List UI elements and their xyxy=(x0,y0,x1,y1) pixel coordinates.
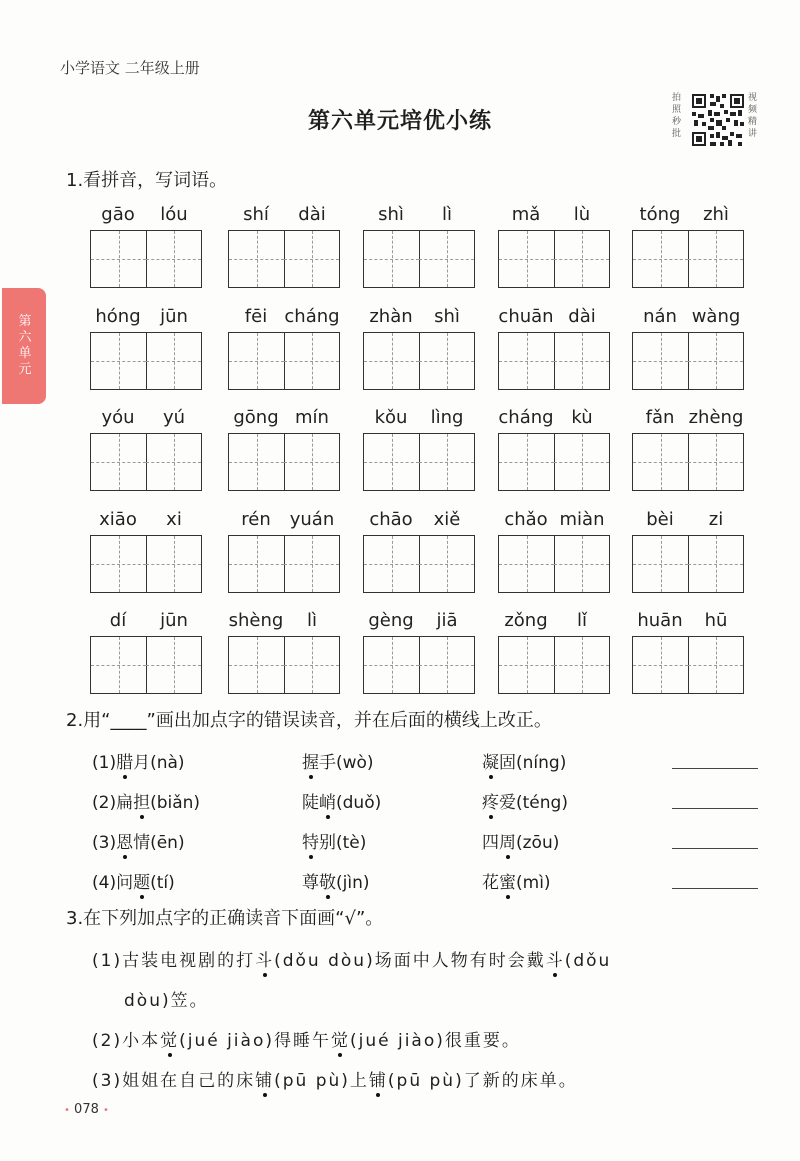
page-number-text: 078 xyxy=(74,1102,99,1117)
writing-cell[interactable] xyxy=(91,333,147,389)
pinyin-syllable: cháng xyxy=(498,407,554,428)
pinyin-syllable: zhàn xyxy=(369,306,413,327)
writing-cell[interactable] xyxy=(499,231,555,287)
dotted-char: 觉 xyxy=(331,1026,350,1051)
pinyin-syllable: xiāo xyxy=(99,509,137,530)
pinyin-syllable: kù xyxy=(571,407,593,428)
answer-blank-line[interactable] xyxy=(672,808,758,809)
dotted-char: 铺 xyxy=(255,1066,274,1091)
writing-cell[interactable] xyxy=(284,536,339,592)
q2-item xyxy=(92,828,185,853)
writing-cell[interactable] xyxy=(91,231,147,287)
writing-cell[interactable] xyxy=(284,434,339,490)
pinyin-label xyxy=(632,608,744,634)
pinyin-label xyxy=(632,507,744,533)
pinyin-syllable: zǒng xyxy=(504,610,548,631)
pinyin-syllable: jiā xyxy=(436,610,458,631)
pinyin-syllable: chāo xyxy=(369,509,413,530)
writing-box-pair xyxy=(498,535,610,593)
writing-cell[interactable] xyxy=(499,637,555,693)
pinyin-syllable: zi xyxy=(708,509,724,530)
q3-text: dòu)笠。 xyxy=(124,991,209,1011)
writing-cell[interactable] xyxy=(146,434,201,490)
pinyin-label xyxy=(363,608,475,634)
q3-text: (3)姐姐在自己的床 xyxy=(92,1071,256,1091)
pinyin-syllable: jūn xyxy=(160,306,188,327)
pinyin-syllable: yú xyxy=(162,407,186,428)
writing-cell[interactable] xyxy=(499,333,555,389)
bullet-icon: • xyxy=(64,1105,70,1116)
q2-item xyxy=(92,868,175,893)
writing-box-pair xyxy=(498,636,610,694)
pinyin-syllable: lù xyxy=(573,204,591,225)
writing-cell[interactable] xyxy=(229,536,285,592)
pinyin-label xyxy=(228,507,340,533)
writing-cell[interactable] xyxy=(364,231,420,287)
q2-item xyxy=(482,788,568,813)
writing-box-pair xyxy=(632,332,744,390)
q3-text: (pū pù)了新的床单。 xyxy=(387,1071,578,1091)
pinyin-label xyxy=(632,304,744,330)
pinyin-syllable: hóng xyxy=(95,306,141,327)
pinyin-syllable: mǎ xyxy=(511,204,541,225)
dotted-char: 题 xyxy=(133,868,150,893)
pinyin-syllable: fǎn xyxy=(645,407,675,428)
pinyin-label xyxy=(90,405,202,431)
dotted-char: 觉 xyxy=(160,1026,179,1051)
pinyin-syllable: lóu xyxy=(160,204,188,225)
answer-blank-line[interactable] xyxy=(672,848,758,849)
q2-text: 花 xyxy=(482,873,499,893)
q3-text: (dǒu xyxy=(564,951,612,971)
q3-text: (2)小本 xyxy=(92,1031,161,1051)
pinyin-syllable: hū xyxy=(704,610,728,631)
qr-block xyxy=(672,92,762,152)
answer-blank-line[interactable] xyxy=(672,768,758,769)
q2-item xyxy=(302,748,374,773)
writing-box-pair xyxy=(363,332,475,390)
pinyin-label xyxy=(363,202,475,228)
q2-item xyxy=(482,868,551,893)
writing-cell[interactable] xyxy=(499,536,555,592)
writing-cell[interactable] xyxy=(229,333,285,389)
pinyin-syllable: xi xyxy=(166,509,182,530)
writing-cell[interactable] xyxy=(688,434,743,490)
writing-box-pair xyxy=(632,535,744,593)
writing-cell[interactable] xyxy=(633,637,689,693)
pinyin-syllable: yuán xyxy=(289,509,335,530)
q2-text: 陡 xyxy=(302,793,319,813)
q2-item xyxy=(302,788,381,813)
pinyin-syllable: lìng xyxy=(430,407,464,428)
writing-box-pair xyxy=(498,433,610,491)
q2-item xyxy=(92,748,185,773)
pinyin-label xyxy=(363,405,475,431)
writing-cell[interactable] xyxy=(554,231,609,287)
writing-box-pair xyxy=(632,636,744,694)
q2-text: 情(ēn) xyxy=(133,833,185,853)
pinyin-syllable: gèng xyxy=(368,610,414,631)
dotted-char: 蜜 xyxy=(499,868,516,893)
pinyin-syllable: zhì xyxy=(703,204,729,225)
pinyin-syllable: lì xyxy=(441,204,452,225)
pinyin-syllable: fēi xyxy=(244,306,268,327)
q2-text: (4)问 xyxy=(92,873,134,893)
pinyin-syllable: jūn xyxy=(160,610,188,631)
writing-cell[interactable] xyxy=(554,536,609,592)
dotted-char: 恩 xyxy=(116,828,133,853)
q3-line xyxy=(124,986,209,1011)
writing-cell[interactable] xyxy=(284,231,339,287)
pinyin-syllable: shèng xyxy=(228,610,284,631)
pinyin-syllable: chǎo xyxy=(504,509,548,530)
unit-side-tab xyxy=(2,288,46,404)
writing-cell[interactable] xyxy=(146,333,201,389)
dotted-char: 斗 xyxy=(546,946,565,971)
writing-cell[interactable] xyxy=(419,637,474,693)
writing-cell[interactable] xyxy=(499,434,555,490)
q2-item xyxy=(302,868,370,893)
pinyin-syllable: shì xyxy=(378,204,404,225)
writing-cell[interactable] xyxy=(419,333,474,389)
q2-row xyxy=(92,788,772,818)
q2-text: 爱(téng) xyxy=(499,793,568,813)
pinyin-syllable: mín xyxy=(295,407,329,428)
unit-side-tab-label: 第六单元 xyxy=(18,314,32,377)
q2-text: (3) xyxy=(92,833,117,853)
writing-cell[interactable] xyxy=(419,434,474,490)
pinyin-syllable: miàn xyxy=(559,509,605,530)
q3-line xyxy=(92,946,611,971)
writing-cell[interactable] xyxy=(91,637,147,693)
qr-left-label: 拍照秒批 xyxy=(672,93,682,139)
writing-cell[interactable] xyxy=(91,434,147,490)
q2-text: (duǒ) xyxy=(336,793,382,813)
pinyin-syllable: yóu xyxy=(101,407,135,428)
pinyin-label xyxy=(228,608,340,634)
writing-cell[interactable] xyxy=(146,231,201,287)
dotted-char: 周 xyxy=(499,828,516,853)
writing-box-pair xyxy=(90,535,202,593)
pinyin-label xyxy=(90,608,202,634)
writing-cell[interactable] xyxy=(284,333,339,389)
q2-text: 月(nà) xyxy=(133,753,185,773)
writing-box-pair xyxy=(363,636,475,694)
pinyin-label xyxy=(363,304,475,330)
writing-box-pair xyxy=(498,332,610,390)
q3-line xyxy=(92,1066,578,1091)
pinyin-label xyxy=(498,405,610,431)
dotted-char: 峭 xyxy=(319,788,336,813)
section-1-title: 1.看拼音，写词语。 xyxy=(66,170,228,191)
pinyin-label xyxy=(498,202,610,228)
writing-cell[interactable] xyxy=(554,434,609,490)
pinyin-syllable: huān xyxy=(637,610,683,631)
writing-box-pair xyxy=(90,230,202,288)
q2-item xyxy=(482,748,566,773)
writing-box-pair xyxy=(228,230,340,288)
writing-cell[interactable] xyxy=(364,637,420,693)
q2-text: (jìn) xyxy=(336,873,370,893)
q2-text: (zōu) xyxy=(516,833,560,853)
q2-text: 手(wò) xyxy=(319,753,374,773)
dotted-char: 敬 xyxy=(319,868,336,893)
pinyin-label xyxy=(498,304,610,330)
q2-text: (mì) xyxy=(516,873,551,893)
dotted-char: 铺 xyxy=(369,1066,388,1091)
pinyin-syllable: dài xyxy=(568,306,596,327)
dotted-char: 斗 xyxy=(255,946,274,971)
writing-box-pair xyxy=(363,230,475,288)
book-header: 小学语文 二年级上册 xyxy=(60,59,200,77)
pinyin-label xyxy=(90,507,202,533)
q2-text: 尊 xyxy=(302,873,319,893)
writing-cell[interactable] xyxy=(146,536,201,592)
pinyin-label xyxy=(632,202,744,228)
pinyin-syllable: rén xyxy=(241,509,271,530)
pinyin-syllable: shì xyxy=(434,306,460,327)
q2-text: (1) xyxy=(92,753,117,773)
writing-box-pair xyxy=(363,535,475,593)
page-title: 第六单元培优小练 xyxy=(307,109,492,134)
writing-box-pair xyxy=(498,230,610,288)
writing-box-pair xyxy=(228,433,340,491)
writing-box-pair xyxy=(228,535,340,593)
q3-text: (1)古装电视剧的打 xyxy=(92,951,256,971)
section-3-title: 3.在下列加点字的正确读音下面画“√”。 xyxy=(66,908,384,929)
writing-cell[interactable] xyxy=(364,333,420,389)
writing-box-pair xyxy=(632,433,744,491)
writing-cell[interactable] xyxy=(364,536,420,592)
q2-row xyxy=(92,868,772,898)
answer-blank-line[interactable] xyxy=(672,888,758,889)
pinyin-label xyxy=(90,202,202,228)
dotted-char: 特 xyxy=(302,828,319,853)
writing-cell[interactable] xyxy=(364,434,420,490)
writing-cell[interactable] xyxy=(688,231,743,287)
pinyin-syllable: chuān xyxy=(498,306,554,327)
pinyin-syllable: tóng xyxy=(639,204,681,225)
writing-box-pair xyxy=(90,433,202,491)
writing-box-pair xyxy=(363,433,475,491)
section-2-title: 2.用“____”画出加点字的错误读音，并在后面的横线上改正。 xyxy=(66,710,552,731)
writing-box-pair xyxy=(228,636,340,694)
pinyin-syllable: lǐ xyxy=(576,610,587,631)
q3-text: (jué jiào)得睡午 xyxy=(179,1031,331,1051)
pinyin-label xyxy=(90,304,202,330)
writing-cell[interactable] xyxy=(688,536,743,592)
pinyin-label xyxy=(498,608,610,634)
q2-text: (tí) xyxy=(150,873,175,893)
page-number xyxy=(64,1102,109,1117)
q2-row xyxy=(92,828,772,858)
writing-cell[interactable] xyxy=(419,231,474,287)
dotted-char: 握 xyxy=(302,748,319,773)
pinyin-syllable: shí xyxy=(243,204,269,225)
pinyin-syllable: gōng xyxy=(233,407,279,428)
q2-item xyxy=(92,788,200,813)
pinyin-label xyxy=(632,405,744,431)
pinyin-syllable: lì xyxy=(306,610,317,631)
pinyin-syllable: bèi xyxy=(646,509,674,530)
qr-right-label: 视频精讲 xyxy=(748,93,758,139)
writing-cell[interactable] xyxy=(91,536,147,592)
q2-text: 别(tè) xyxy=(319,833,367,853)
q3-text: (pū pù)上 xyxy=(274,1071,369,1091)
writing-cell[interactable] xyxy=(229,637,285,693)
writing-box-pair xyxy=(90,636,202,694)
pinyin-label xyxy=(228,304,340,330)
writing-cell[interactable] xyxy=(554,637,609,693)
pinyin-syllable: xiě xyxy=(433,509,461,530)
writing-cell[interactable] xyxy=(554,333,609,389)
q2-text: (2)扁 xyxy=(92,793,134,813)
q3-text: (jué jiào)很重要。 xyxy=(349,1031,521,1051)
writing-cell[interactable] xyxy=(146,637,201,693)
pinyin-label xyxy=(228,202,340,228)
q3-line xyxy=(92,1026,521,1051)
pinyin-label xyxy=(498,507,610,533)
writing-cell[interactable] xyxy=(633,231,689,287)
writing-cell[interactable] xyxy=(633,434,689,490)
dotted-char: 疼 xyxy=(482,788,499,813)
q3-text: (dǒu dòu)场面中人物有时会戴 xyxy=(274,951,546,971)
q2-row xyxy=(92,748,772,778)
writing-cell[interactable] xyxy=(419,536,474,592)
writing-box-pair xyxy=(632,230,744,288)
dotted-char: 腊 xyxy=(116,748,133,773)
q2-item xyxy=(302,828,366,853)
pinyin-syllable: dí xyxy=(109,610,127,631)
pinyin-syllable: kǒu xyxy=(374,407,408,428)
writing-cell[interactable] xyxy=(688,333,743,389)
pinyin-syllable: dài xyxy=(298,204,326,225)
q2-item xyxy=(482,828,559,853)
pinyin-syllable: nán xyxy=(643,306,677,327)
q2-text: (biǎn) xyxy=(150,793,201,813)
writing-cell[interactable] xyxy=(229,434,285,490)
pinyin-label xyxy=(363,507,475,533)
writing-box-pair xyxy=(90,332,202,390)
pinyin-syllable: zhèng xyxy=(688,407,744,428)
pinyin-syllable: wàng xyxy=(691,306,741,327)
writing-box-pair xyxy=(228,332,340,390)
pinyin-label xyxy=(228,405,340,431)
writing-cell[interactable] xyxy=(688,637,743,693)
writing-cell[interactable] xyxy=(633,333,689,389)
pinyin-syllable: gāo xyxy=(101,204,135,225)
bullet-icon: • xyxy=(103,1105,109,1116)
writing-cell[interactable] xyxy=(284,637,339,693)
pinyin-syllable: cháng xyxy=(284,306,340,327)
q2-text: 固(níng) xyxy=(499,753,567,773)
writing-cell[interactable] xyxy=(633,536,689,592)
writing-cell[interactable] xyxy=(229,231,285,287)
q2-text: 四 xyxy=(482,833,499,853)
qr-code-icon xyxy=(690,92,746,148)
dotted-char: 担 xyxy=(133,788,150,813)
dotted-char: 凝 xyxy=(482,748,499,773)
